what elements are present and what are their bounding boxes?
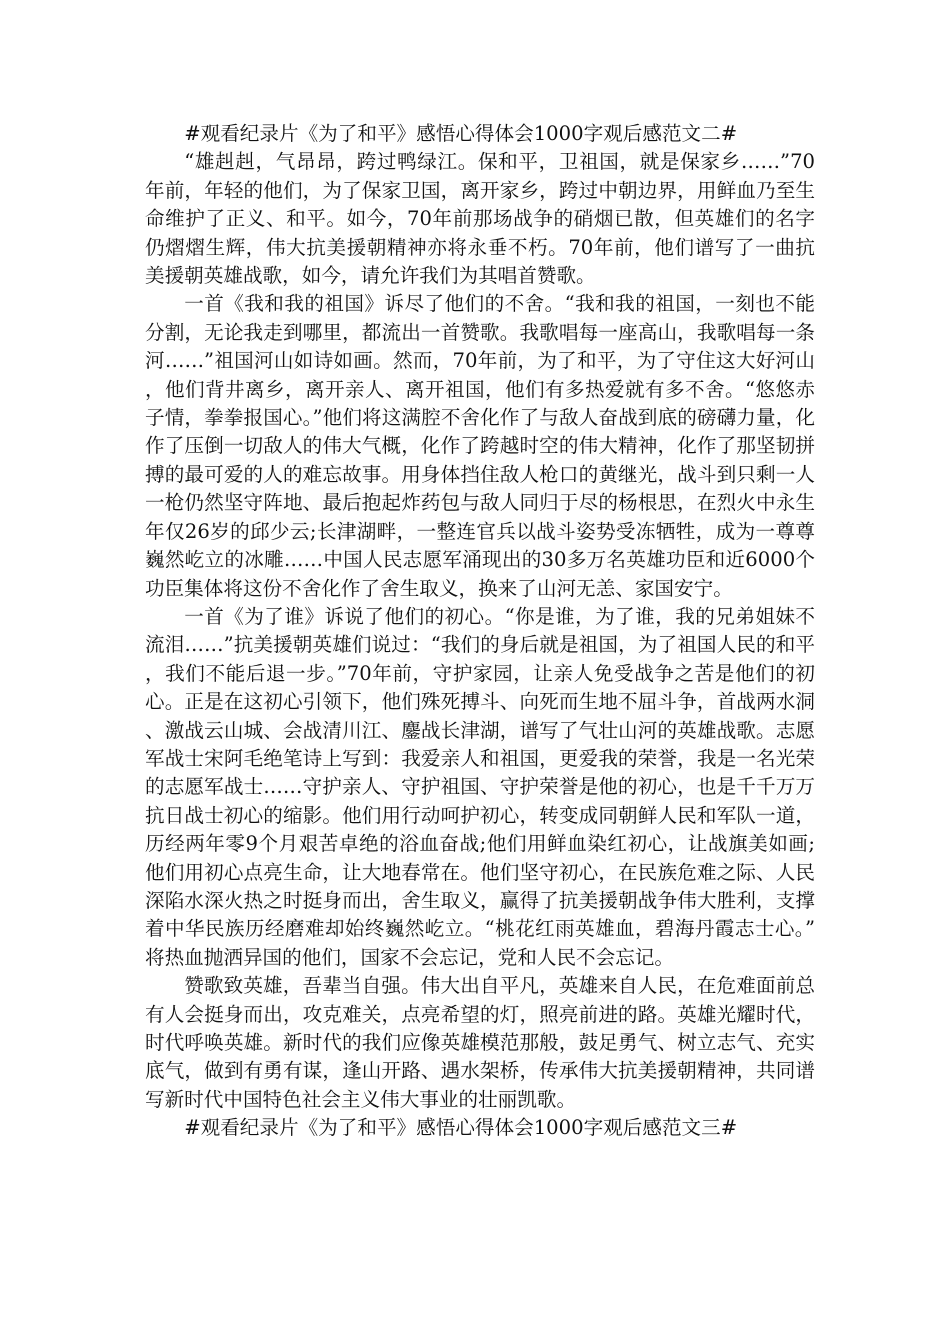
paragraph-for-whom: 一首《为了谁》诉说了他们的初心。“你是谁，为了谁，我的兄弟姐妹不流泪……”抗美援朝英雄们说过：“我们的身后就是祖国，为了祖国人民的和平，我们不能后退一步。”70年前，守护家园，让亲人免受战争之苦是他们的初心。正是在这初心引领下，他们殊死搏斗、向死而生地不屈斗争，首战两水洞、激战云山城、会战清川江、鏖战长津湖，谱写了气壮山河的英雄战歌。志愿军战士宋阿毛绝笔诗上写到：我爱亲人和祖国，更爱我的荣誉，我是一名光荣的志愿军战士……守护亲人、守护祖国、守护荣誉是他的初心，也是千千万万抗日战士初心的缩影。他们用行动呵护初心，转变成同朝鲜人民和军队一道，历经两年零9个月艰苦卓绝的浴血奋战;他们用鲜血染红初心，让战旗美如画;他们用初心点亮生命，让大地春常在。他们坚守初心，在民族危难之际、人民深陷水深火热之时挺身而出，舍生取义，赢得了抗美援朝战争伟大胜利，支撑着中华民族历经磨难却始终巍然屹立。“桃花红雨英雄血，碧海丹霞志士心。”将热血抛洒异国的他们，国家不会忘记，党和人民不会忘记。 xyxy=(145,604,815,969)
section-heading-three: #观看纪录片《为了和平》感悟心得体会1000字观后感范文三# xyxy=(184,1116,738,1140)
paragraph-my-motherland: 一首《我和我的祖国》诉尽了他们的不舍。“我和我的祖国，一刻也不能分割，无论我走到哪里，都流出一首赞歌。我歌唱每一座高山，我歌唱每一条河……”祖国河山如诗如画。然而，70年前，为了和平，为了守住这大好河山，他们背井离乡，离开亲人、离开祖国，他们有多热爱就有多不舍。“悠悠赤子情，拳拳报国心。”他们将这满腔不舍化作了与敌人奋战到底的磅礴力量，化作了压倒一切敌人的伟大气概，化作了跨越时空的伟大精神，化作了那坚韧拼搏的最可爱的人的难忘故事。用身体挡住敌人枪口的黄继光，战斗到只剩一人一枪仍然坚守阵地、最后抱起炸药包与敌人同归于尽的杨根思，在烈火中永生年仅26岁的邱少云;长津湖畔，一整连官兵以战斗姿势受冻牺牲，成为一尊尊巍然屹立的冰雕……中国人民志愿军涌现出的30多万名英雄功臣和近6000个功臣集体将这份不舍化作了舍生取义，换来了山河无恙、家国安宁。 xyxy=(145,292,815,600)
document-page xyxy=(145,120,815,1143)
paragraph-conclusion: 赞歌致英雄，吾辈当自强。伟大出自平凡，英雄来自人民，在危难面前总有人会挺身而出，攻克难关，点亮希望的灯，照亮前进的路。英雄光耀时代，时代呼唤英雄。新时代的我们应像英雄模范那般，鼓足勇气、树立志气、充实底气，做到有勇有谋，逢山开路、遇水架桥，传承伟大抗美援朝精神，共同谱写新时代中国特色社会主义伟大事业的壮丽凯歌。 xyxy=(145,974,815,1111)
section-heading-two: #观看纪录片《为了和平》感悟心得体会1000字观后感范文二# xyxy=(184,122,738,145)
paragraph-intro: “雄赳赳，气昂昂，跨过鸭绿江。保和平，卫祖国，就是保家乡……”70年前，年轻的他们，为了保家卫国，离开家乡，跨过中朝边界，用鲜血乃至生命维护了正义、和平。如今，70年前那场战争的硝烟已散，但英雄们的名字仍熠熠生辉，伟大抗美援朝精神亦将永垂不朽。70年前，他们谱写了一曲抗美援朝英雄战歌，如今，请允许我们为其唱首赞歌。 xyxy=(145,150,815,288)
